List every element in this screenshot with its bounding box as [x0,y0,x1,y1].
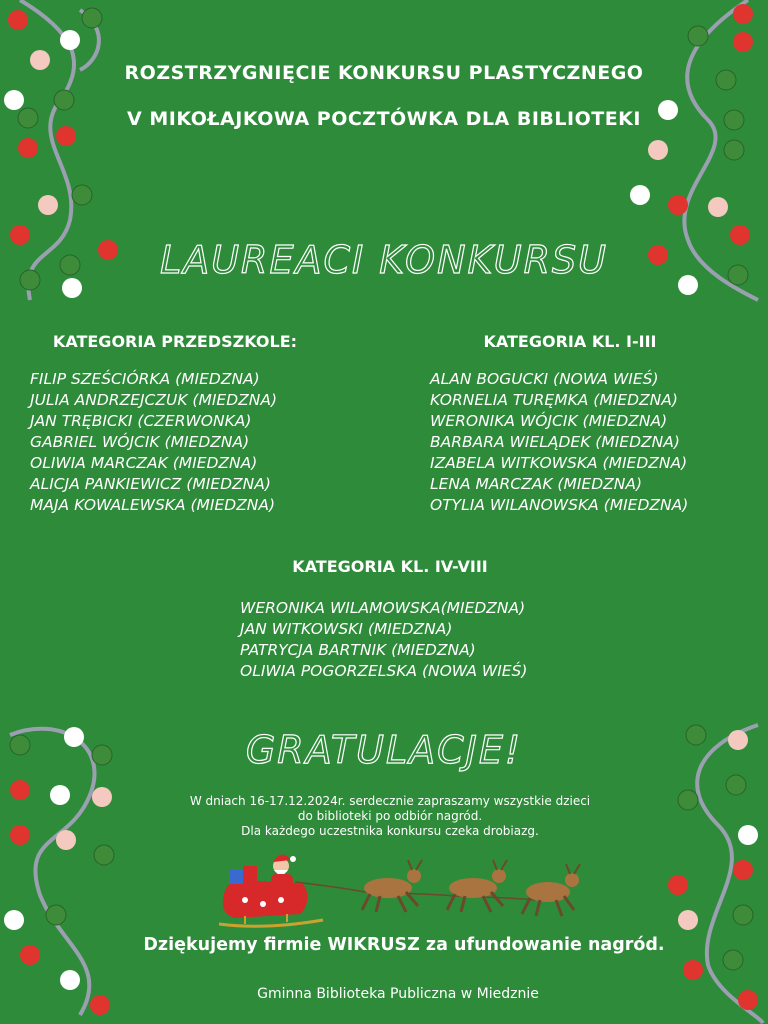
pickup-info [0,794,768,839]
category-list-grades-4-8 [240,598,527,682]
category-list-preschool [30,369,277,516]
laureate-name: LENA MARCZAK (MIEDZNA) [430,475,643,493]
laureate-name: KORNELIA TURĘMKA (MIEDZNA) [430,391,678,409]
laureate-name: MAJA KOWALEWSKA (MIEDZNA) [30,496,276,514]
laureate-name: JULIA ANDRZEJCZUK (MIEDZNA) [30,391,278,409]
category-heading-grades-1-3: KATEGORIA KL. I-III [483,332,657,351]
pickup-info-line: do biblioteki po odbiór nagród. [297,809,483,823]
laureate-name: IZABELA WITKOWSKA (MIEDZNA) [430,454,688,472]
congratulations-title: GRATULACJE! [245,728,523,772]
sponsor-thanks: Dziękujemy firmie WIKRUSZ za ufundowanie nagród. [143,935,665,955]
laureate-name: WERONIKA WÓJCIK (MIEDZNA) [430,412,668,430]
laureate-name: ALICJA PANKIEWICZ (MIEDZNA) [30,475,271,493]
laureate-name: BARBARA WIELĄDEK (MIEDZNA) [430,433,680,451]
library-name-footer: Gminna Biblioteka Publiczna w Miedznie [257,986,539,1002]
laureate-name: JAN TRĘBICKI (CZERWONKA) [30,412,252,430]
category-heading-preschool: KATEGORIA PRZEDSZKOLE: [52,332,298,351]
santa-sleigh-reindeer-icon [215,848,595,933]
poster-title-line-1: ROZSTRZYGNIĘCIE KONKURSU PLASTYCZNEGO [124,62,644,84]
poster-title-line-2: V MIKOŁAJKOWA POCZTÓWKA DLA BIBLIOTEKI [127,108,641,130]
laureate-name: OLIWIA MARCZAK (MIEDZNA) [30,454,258,472]
laureate-name: OLIWIA POGORZELSKA (NOWA WIEŚ) [240,662,528,680]
category-heading-grades-4-8: KATEGORIA KL. IV-VIII [292,557,488,576]
laureate-name: FILIP SZEŚCIÓRKA (MIEDZNA) [30,370,260,388]
pickup-info-line: Dla każdego uczestnika konkursu czeka drobiazg. [241,824,539,838]
laureate-name: JAN WITKOWSKI (MIEDZNA) [240,620,453,638]
category-list-grades-1-3 [430,369,688,516]
laureate-name: OTYLIA WILANOWSKA (MIEDZNA) [430,496,689,514]
laureate-name: GABRIEL WÓJCIK (MIEDZNA) [30,433,250,451]
laureate-name: ALAN BOGUCKI (NOWA WIEŚ) [430,370,659,388]
laureate-name: WERONIKA WILAMOWSKA(MIEDZNA) [240,599,526,617]
laureates-title: LAUREACI KONKURSU [160,238,608,282]
laureate-name: PATRYCJA BARTNIK (MIEDZNA) [240,641,476,659]
pickup-info-line: W dniach 16-17.12.2024r. serdecznie zapraszamy wszystkie dzieci [189,794,591,808]
